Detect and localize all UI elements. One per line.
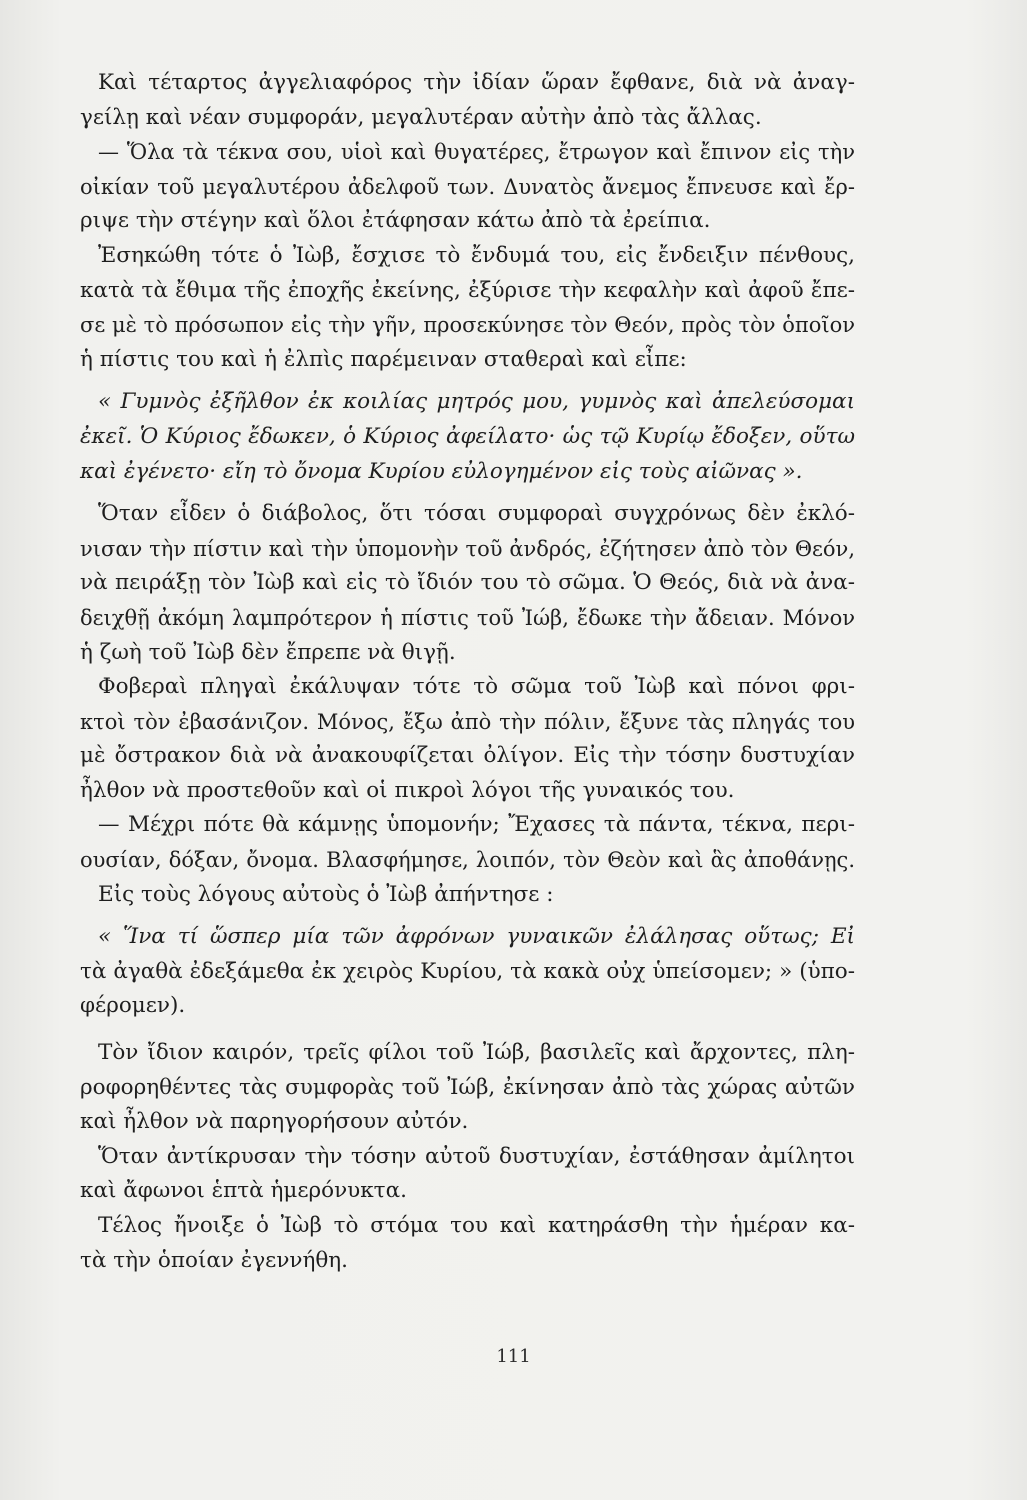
text-line: Εἰς τοὺς λόγους αὐτοὺς ὁ Ἰὼβ ἀπήντησε :	[98, 881, 554, 907]
quote-line: ἐκεῖ. Ὁ Κύριος ἔδωκεν, ὁ Κύριος ἀφείλατο· ὡς τῷ Κυρίῳ ἔδοξεν, οὕτω	[80, 423, 855, 449]
text-line: σε μὲ τὸ πρόσωπον εἰς τὴν γῆν, προσεκύνησε τὸν Θεόν, πρὸς τὸν ὁποῖον	[80, 313, 855, 338]
text-line: φέρομεν).	[80, 993, 186, 1019]
text-line: μὲ ὄστρακον διὰ νὰ ἀνακουφίζεται ὀλίγον. Εἰς τὴν τόσην δυστυχίαν	[80, 743, 855, 769]
text-line: νὰ πειράξῃ τὸν Ἰὼβ καὶ εἰς τὸ ἴδιόν του τὸ σῶμα. Ὁ Θεός, διὰ νὰ ἀνα-	[80, 570, 855, 596]
text-line: ροφορηθέντες τὰς συμφορὰς τοῦ Ἰώβ, ἐκίνησαν ἀπὸ τὰς χώρας αὐτῶν	[80, 1074, 855, 1100]
quote-line: καὶ ἐγένετο· εἴη τὸ ὄνομα Κυρίου εὐλογημένον εἰς τοὺς αἰῶνας ».	[80, 458, 803, 484]
text-line: Τὸν ἴδιον καιρόν, τρεῖς φίλοι τοῦ Ἰώβ, βασιλεῖς καὶ ἄρχοντες, πλη-	[98, 1040, 855, 1066]
text-line: κατὰ τὰ ἔθιμα τῆς ἐποχῆς ἐκείνης, ἐξύρισε τὴν κεφαλὴν καὶ ἀφοῦ ἔπε-	[80, 277, 855, 303]
text-line: ἦλθον νὰ προστεθοῦν καὶ οἱ πικροὶ λόγοι τῆς γυναικός του.	[80, 777, 735, 803]
text-line: καὶ ἄφωνοι ἑπτὰ ἡμερόνυκτα.	[80, 1178, 407, 1204]
body-text	[80, 66, 855, 1278]
text-line: Ἐσηκώθη τότε ὁ Ἰὼβ, ἔσχισε τὸ ἔνδυμά του, εἰς ἔνδειξιν πένθους,	[98, 242, 855, 268]
text-line: Ὅταν εἶδεν ὁ διάβολος, ὅτι τόσαι συμφοραὶ συγχρόνως δὲν ἐκλό-	[98, 501, 855, 527]
text-line: δειχθῇ ἀκόμη λαμπρότερον ἡ πίστις τοῦ Ἰώβ, ἔδωκε τὴν ἄδειαν. Μόνον	[80, 605, 855, 630]
text-line: νισαν τὴν πίστιν καὶ τὴν ὑπομονὴν τοῦ ἀνδρός, ἐζήτησεν ἀπὸ τὸν Θεόν,	[80, 536, 855, 561]
text-line: γείλῃ καὶ νέαν συμφοράν, μεγαλυτέραν αὐτὴν ἀπὸ τὰς ἄλλας.	[80, 104, 762, 130]
text-line: — Ὅλα τὰ τέκνα σου, υἱοὶ καὶ θυγατέρες, ἔτρωγον καὶ ἔπινον εἰς τὴν	[98, 140, 855, 165]
text-line: ουσίαν, δόξαν, ὄνομα. Βλασφήμησε, λοιπόν, τὸν Θεὸν καὶ ἃς ἀποθάνῃς.	[80, 848, 855, 873]
text-line: οἰκίαν τοῦ μεγαλυτέρου ἀδελφοῦ των. Δυνατὸς ἄνεμος ἔπνευσε καὶ ἔρ-	[80, 174, 855, 199]
text-line: Τέλος ἤνοιξε ὁ Ἰὼβ τὸ στόμα του καὶ κατηράσθη τὴν ἡμέραν κα-	[98, 1213, 855, 1238]
quote-line: « Ἵνα τί ὥσπερ μία τῶν ἀφρόνων γυναικῶν ἐλάλησας οὕτως; Εἰ	[98, 924, 855, 950]
text-line: — Μέχρι πότε θὰ κάμνῃς ὑπομονήν; Ἔχασες τὰ πάντα, τέκνα, περι-	[98, 812, 855, 838]
text-line: Φοβεραὶ πληγαὶ ἐκάλυψαν τότε τὸ σῶμα τοῦ Ἰὼβ καὶ πόνοι φρι-	[98, 674, 855, 700]
page-number: 111	[496, 1346, 531, 1367]
text-line: Καὶ τέταρτος ἀγγελιαφόρος τὴν ἰδίαν ὥραν ἔφθανε, διὰ νὰ ἀναγ-	[98, 70, 855, 95]
text-line: Ὅταν ἀντίκρυσαν τὴν τόσην αὐτοῦ δυστυχίαν, ἐστάθησαν ἀμίλητοι	[98, 1143, 855, 1169]
text-line: κτοὶ τὸν ἐβασάνιζον. Μόνος, ἔξω ἀπὸ τὴν πόλιν, ἔξυνε τὰς πληγάς του	[80, 709, 855, 734]
quote-line: τὰ ἀγαθὰ ἐδεξάμεθα ἐκ χειρὸς Κυρίου, τὰ κακὰ οὐχ ὑπείσομεν; » (ὑπο-	[80, 958, 855, 984]
text-line: ἡ πίστις του καὶ ἡ ἐλπὶς παρέμειναν σταθεραὶ καὶ εἶπε:	[80, 346, 687, 372]
text-line: ριψε τὴν στέγην καὶ ὅλοι ἐτάφησαν κάτω ἀπὸ τὰ ἐρείπια.	[80, 208, 711, 234]
text-line: καὶ ἦλθον νὰ παρηγορήσουν αὐτόν.	[80, 1109, 469, 1135]
quote-line: « Γυμνὸς ἐξῆλθον ἐκ κοιλίας μητρός μου, γυμνὸς καὶ ἀπελεύσομαι	[98, 389, 855, 415]
text-line: ἡ ζωὴ τοῦ Ἰὼβ δὲν ἔπρεπε νὰ θιγῇ.	[80, 639, 456, 665]
text-line: τὰ τὴν ὁποίαν ἐγεννήθη.	[80, 1247, 349, 1273]
